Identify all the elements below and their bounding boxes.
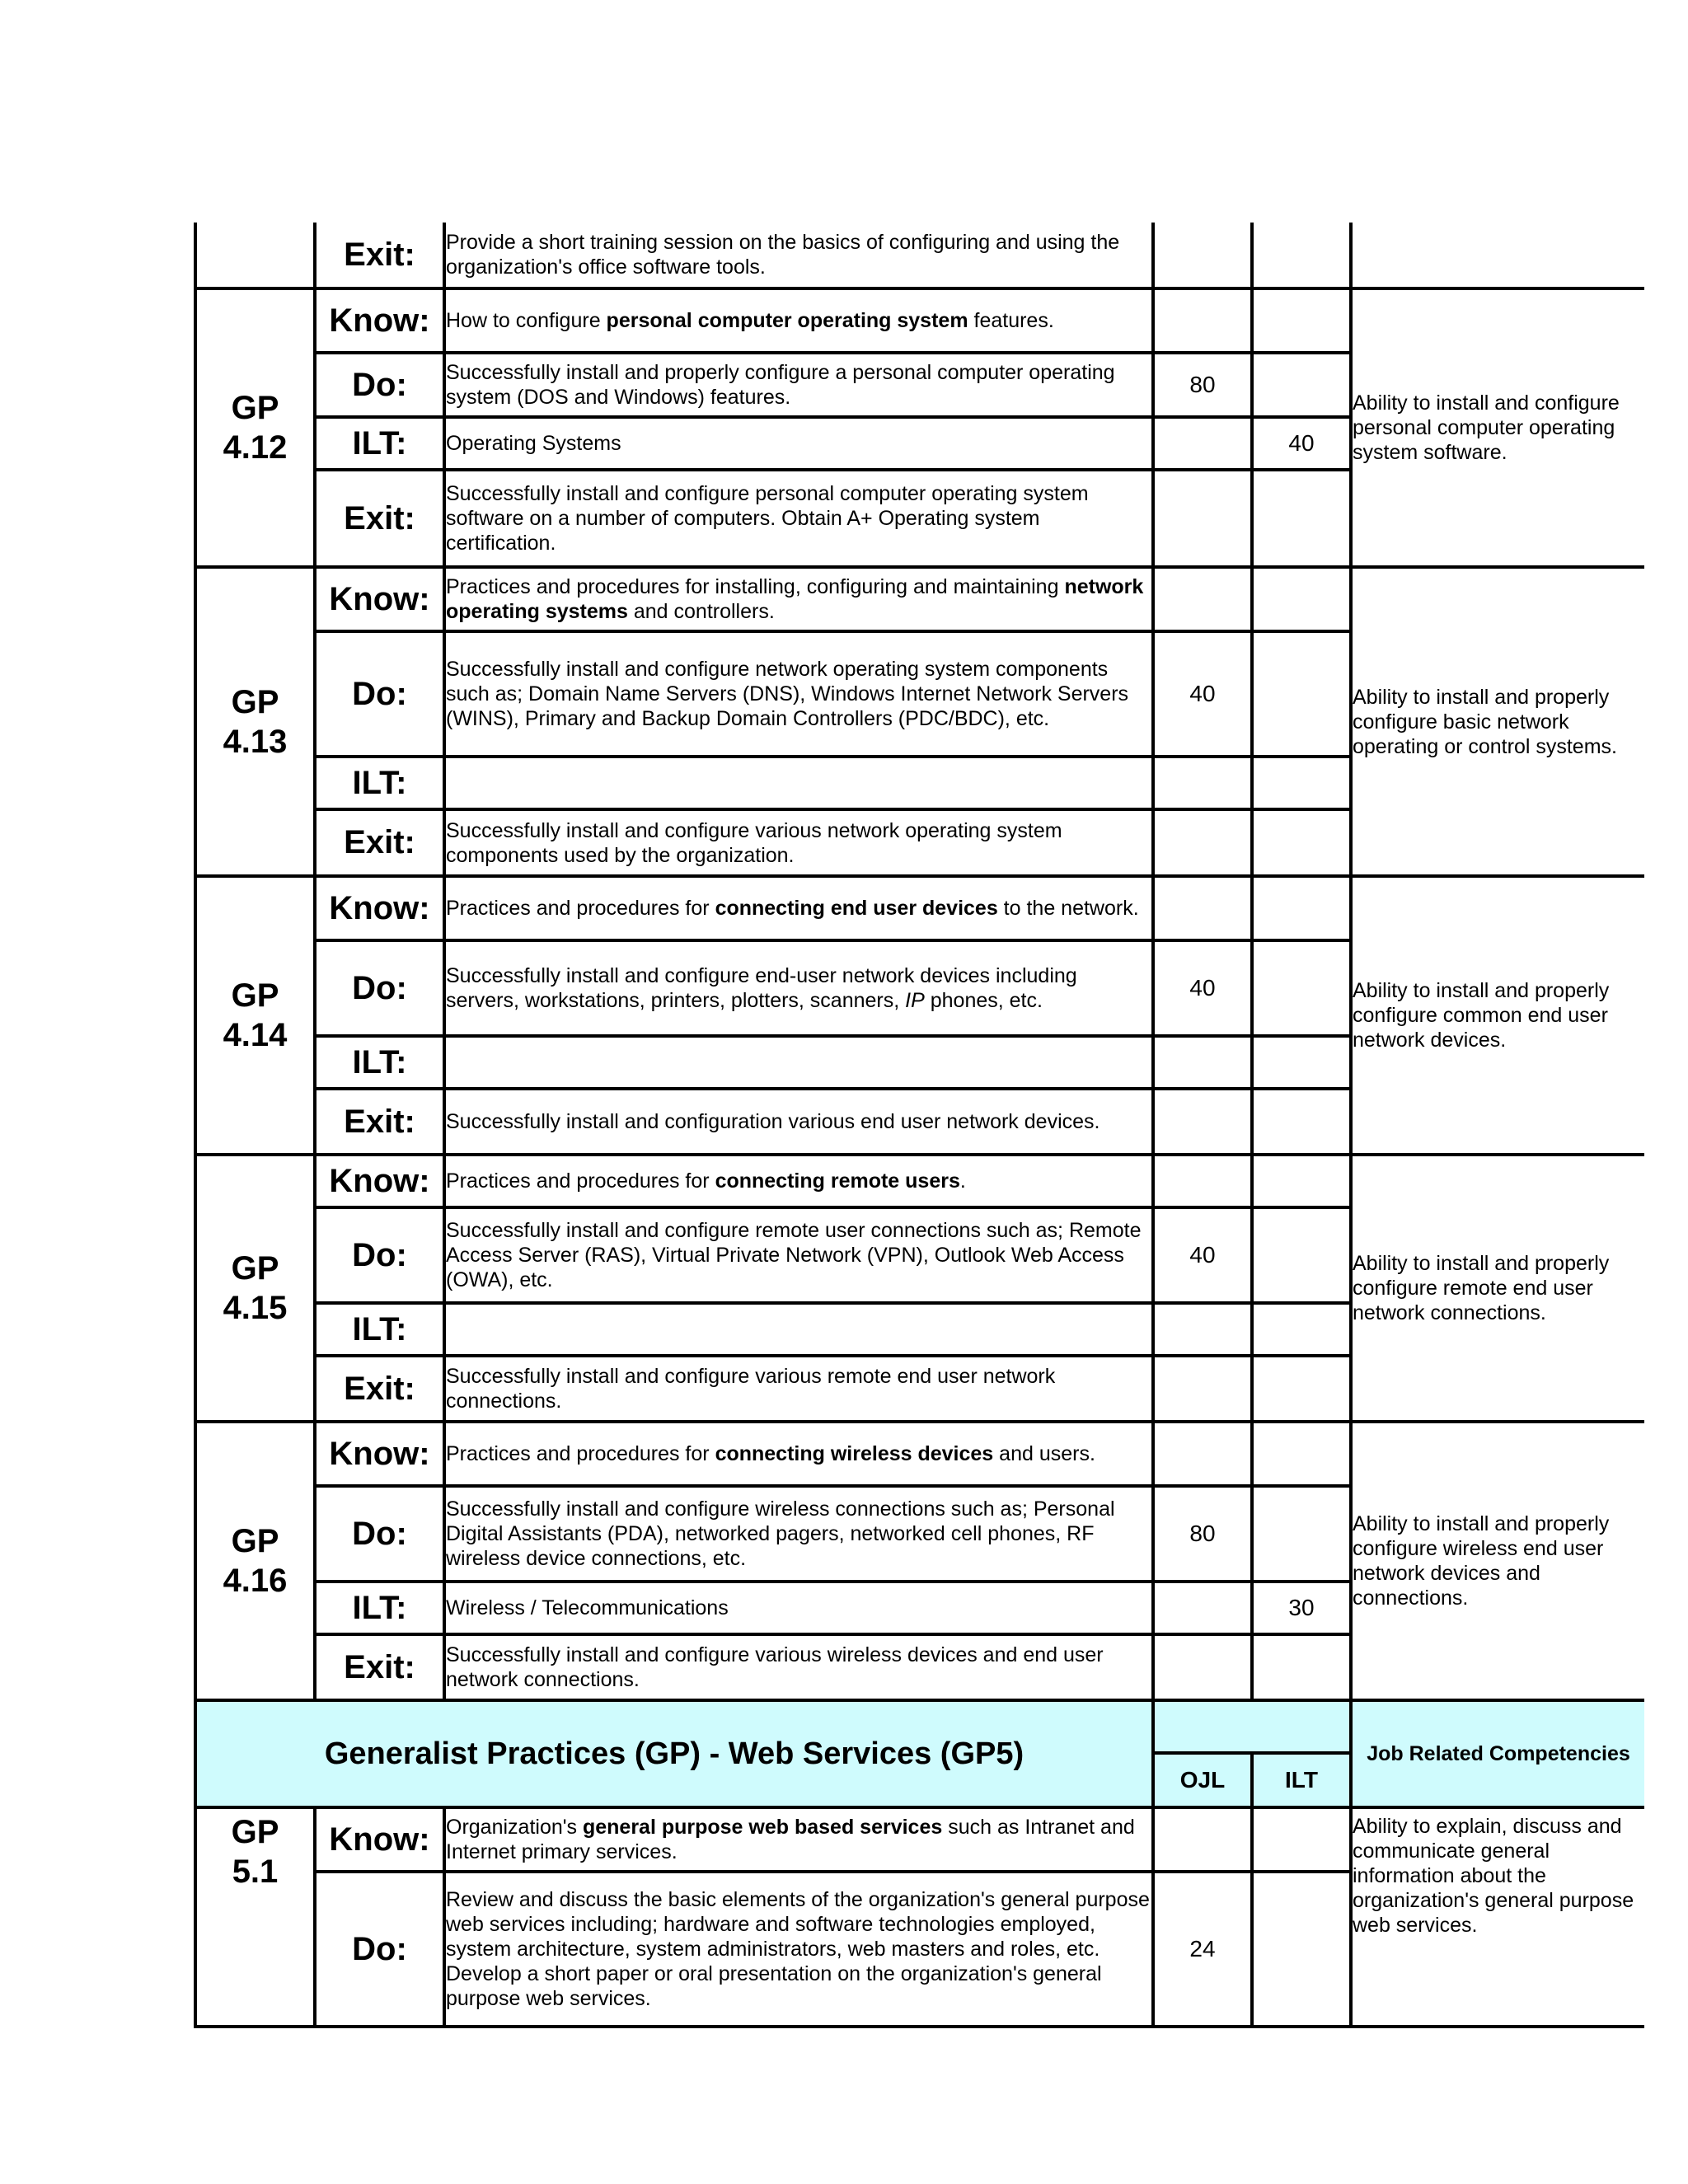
ojl-hours: 40 bbox=[1153, 940, 1252, 1036]
ilt-header: ILT bbox=[1252, 1753, 1351, 1807]
table-row bbox=[195, 288, 1644, 353]
ojl-hours: 80 bbox=[1153, 353, 1252, 417]
ilt-hours bbox=[1252, 288, 1351, 353]
gp-id-prefix: GP bbox=[231, 1814, 279, 1850]
ilt-description bbox=[444, 1036, 1153, 1089]
ojl-header: OJL bbox=[1153, 1753, 1252, 1807]
ilt-hours bbox=[1252, 1303, 1351, 1356]
competencies-header: Job Related Competencies bbox=[1351, 1700, 1644, 1807]
table-row bbox=[195, 567, 1644, 631]
training-plan-table bbox=[194, 223, 1644, 2028]
gp-id-number: 4.13 bbox=[223, 723, 288, 760]
ilt-label: ILT: bbox=[315, 417, 444, 470]
ilt-hours bbox=[1252, 1422, 1351, 1486]
ilt-hours bbox=[1252, 223, 1351, 288]
know-description: How to configure personal computer operating system features. bbox=[444, 288, 1153, 353]
ojl-hours: 24 bbox=[1153, 1872, 1252, 2027]
know-label: Know: bbox=[315, 1155, 444, 1207]
ilt-hours: 40 bbox=[1252, 417, 1351, 470]
ojl-hours bbox=[1153, 757, 1252, 809]
do-label: Do: bbox=[315, 1486, 444, 1582]
ilt-hours bbox=[1252, 1872, 1351, 2027]
ilt-hours bbox=[1252, 757, 1351, 809]
gp-id bbox=[195, 567, 315, 876]
ilt-hours bbox=[1252, 353, 1351, 417]
ojl-hours bbox=[1153, 417, 1252, 470]
exit-label: Exit: bbox=[315, 1089, 444, 1155]
ojl-hours bbox=[1153, 1036, 1252, 1089]
gp-id bbox=[195, 288, 315, 567]
exit-description: Successfully install and configure various remote end user network connections. bbox=[444, 1356, 1153, 1422]
ojl-hours bbox=[1153, 470, 1252, 567]
gp-id-number: 4.16 bbox=[223, 1563, 288, 1599]
do-description: Successfully install and properly configure a personal computer operating system (DOS and Windows) features. bbox=[444, 353, 1153, 417]
table-row bbox=[195, 1155, 1644, 1207]
gp-id-number: 5.1 bbox=[232, 1854, 279, 1890]
ojl-hours bbox=[1153, 876, 1252, 940]
gp-id bbox=[195, 1807, 315, 2027]
ojl-hours bbox=[1153, 1582, 1252, 1634]
ilt-hours bbox=[1252, 631, 1351, 757]
ilt-label: ILT: bbox=[315, 1036, 444, 1089]
do-label: Do: bbox=[315, 631, 444, 757]
ojl-hours bbox=[1153, 567, 1252, 631]
ilt-hours bbox=[1252, 1155, 1351, 1207]
ilt-hours bbox=[1252, 1807, 1351, 1872]
ilt-hours: 30 bbox=[1252, 1582, 1351, 1634]
do-description: Review and discuss the basic elements of the organization's general purpose web services including; hardware and software technologies employed, system architecture, system administrators, web masters and roles, etc. Develop a short paper or oral presentation on the organization's general purpose web services. bbox=[444, 1872, 1153, 2027]
ilt-description bbox=[444, 757, 1153, 809]
ilt-label: ILT: bbox=[315, 1303, 444, 1356]
exit-description: Successfully install and configuration various end user network devices. bbox=[444, 1089, 1153, 1155]
gp-id-prefix: GP bbox=[231, 1250, 279, 1286]
do-label: Do: bbox=[315, 1872, 444, 2027]
table-row bbox=[195, 223, 1644, 288]
gp-id-number: 4.14 bbox=[223, 1017, 288, 1053]
do-description: Successfully install and configure end-user network devices including servers, workstations, printers, plotters, scanners, IP phones, etc. bbox=[444, 940, 1153, 1036]
ojl-hours bbox=[1153, 1089, 1252, 1155]
ilt-hours bbox=[1252, 1486, 1351, 1582]
ojl-hours bbox=[1153, 288, 1252, 353]
gp-id-cell-empty bbox=[195, 223, 315, 288]
ojl-hours bbox=[1153, 1807, 1252, 1872]
ilt-hours bbox=[1252, 809, 1351, 876]
know-description: Practices and procedures for connecting wireless devices and users. bbox=[444, 1422, 1153, 1486]
ilt-hours bbox=[1252, 940, 1351, 1036]
know-description: Organization's general purpose web based services such as Intranet and Internet primary services. bbox=[444, 1807, 1153, 1872]
know-label: Know: bbox=[315, 288, 444, 353]
ilt-hours bbox=[1252, 1634, 1351, 1700]
do-description: Successfully install and configure remote user connections such as; Remote Access Server (RAS), Virtual Private Network (VPN), Outlook Web Access (OWA), etc. bbox=[444, 1207, 1153, 1303]
know-description: Practices and procedures for connecting end user devices to the network. bbox=[444, 876, 1153, 940]
ilt-hours bbox=[1252, 876, 1351, 940]
gp-id-number: 4.15 bbox=[223, 1290, 288, 1326]
gp-id bbox=[195, 1422, 315, 1700]
gp-id-prefix: GP bbox=[231, 977, 279, 1014]
ilt-label: ILT: bbox=[315, 757, 444, 809]
ojl-hours bbox=[1153, 1356, 1252, 1422]
ojl-hours: 40 bbox=[1153, 631, 1252, 757]
exit-label: Exit: bbox=[315, 1634, 444, 1700]
exit-label: Exit: bbox=[315, 809, 444, 876]
exit-label: Exit: bbox=[315, 223, 444, 288]
know-label: Know: bbox=[315, 1807, 444, 1872]
competency: Ability to install and configure personal computer operating system software. bbox=[1351, 288, 1644, 567]
exit-description: Successfully install and configure various wireless devices and end user network connections. bbox=[444, 1634, 1153, 1700]
exit-label: Exit: bbox=[315, 1356, 444, 1422]
do-label: Do: bbox=[315, 1207, 444, 1303]
section-header-row bbox=[195, 1700, 1644, 1753]
do-description: Successfully install and configure network operating system components such as; Domain Name Servers (DNS), Windows Internet Network Servers (WINS), Primary and Backup Domain Controllers (PDC/BDC), etc. bbox=[444, 631, 1153, 757]
section-title: Generalist Practices (GP) - Web Services (GP5) bbox=[195, 1700, 1153, 1807]
exit-description: Successfully install and configure various network operating system components used by the organization. bbox=[444, 809, 1153, 876]
ojl-hours bbox=[1153, 1155, 1252, 1207]
exit-description: Provide a short training session on the basics of configuring and using the organization's office software tools. bbox=[444, 223, 1153, 288]
ojl-hours: 40 bbox=[1153, 1207, 1252, 1303]
ilt-hours bbox=[1252, 567, 1351, 631]
competency: Ability to install and properly configure basic network operating or control systems. bbox=[1351, 567, 1644, 876]
gp-id-prefix: GP bbox=[231, 683, 279, 720]
ilt-description bbox=[444, 1303, 1153, 1356]
ilt-description: Operating Systems bbox=[444, 417, 1153, 470]
ojl-hours bbox=[1153, 1422, 1252, 1486]
ilt-hours bbox=[1252, 1207, 1351, 1303]
ilt-hours bbox=[1252, 1089, 1351, 1155]
table-row bbox=[195, 1422, 1644, 1486]
ilt-hours bbox=[1252, 1356, 1351, 1422]
ojl-hours: 80 bbox=[1153, 1486, 1252, 1582]
know-description: Practices and procedures for connecting remote users. bbox=[444, 1155, 1153, 1207]
table-row bbox=[195, 1807, 1644, 1872]
know-label: Know: bbox=[315, 1422, 444, 1486]
competency: Ability to install and properly configure wireless end user network devices and connections. bbox=[1351, 1422, 1644, 1700]
exit-description: Successfully install and configure personal computer operating system software on a number of computers. Obtain A+ Operating system certification. bbox=[444, 470, 1153, 567]
ilt-hours bbox=[1252, 1036, 1351, 1089]
know-label: Know: bbox=[315, 876, 444, 940]
gp-id-prefix: GP bbox=[231, 1523, 279, 1559]
know-label: Know: bbox=[315, 567, 444, 631]
competency: Ability to explain, discuss and communicate general information about the organization's general purpose web services. bbox=[1351, 1807, 1644, 2027]
ojl-hours bbox=[1153, 809, 1252, 876]
ojl-hours bbox=[1153, 223, 1252, 288]
ilt-description: Wireless / Telecommunications bbox=[444, 1582, 1153, 1634]
exit-label: Exit: bbox=[315, 470, 444, 567]
ilt-hours bbox=[1252, 470, 1351, 567]
know-description: Practices and procedures for installing, configuring and maintaining network operating systems and controllers. bbox=[444, 567, 1153, 631]
gp-id-number: 4.12 bbox=[223, 429, 288, 466]
gp-id bbox=[195, 876, 315, 1155]
ojl-hours bbox=[1153, 1634, 1252, 1700]
ojl-hours bbox=[1153, 1303, 1252, 1356]
hours-header-blank bbox=[1153, 1700, 1351, 1753]
competency-cell-empty bbox=[1351, 223, 1644, 288]
do-label: Do: bbox=[315, 353, 444, 417]
gp-id bbox=[195, 1155, 315, 1422]
ilt-label: ILT: bbox=[315, 1582, 444, 1634]
competency: Ability to install and properly configure remote end user network connections. bbox=[1351, 1155, 1644, 1422]
table-row bbox=[195, 876, 1644, 940]
competency: Ability to install and properly configure common end user network devices. bbox=[1351, 876, 1644, 1155]
do-label: Do: bbox=[315, 940, 444, 1036]
do-description: Successfully install and configure wireless connections such as; Personal Digital Assistants (PDA), networked pagers, networked cell phones, RF wireless device connections, etc. bbox=[444, 1486, 1153, 1582]
gp-id-prefix: GP bbox=[231, 390, 279, 426]
